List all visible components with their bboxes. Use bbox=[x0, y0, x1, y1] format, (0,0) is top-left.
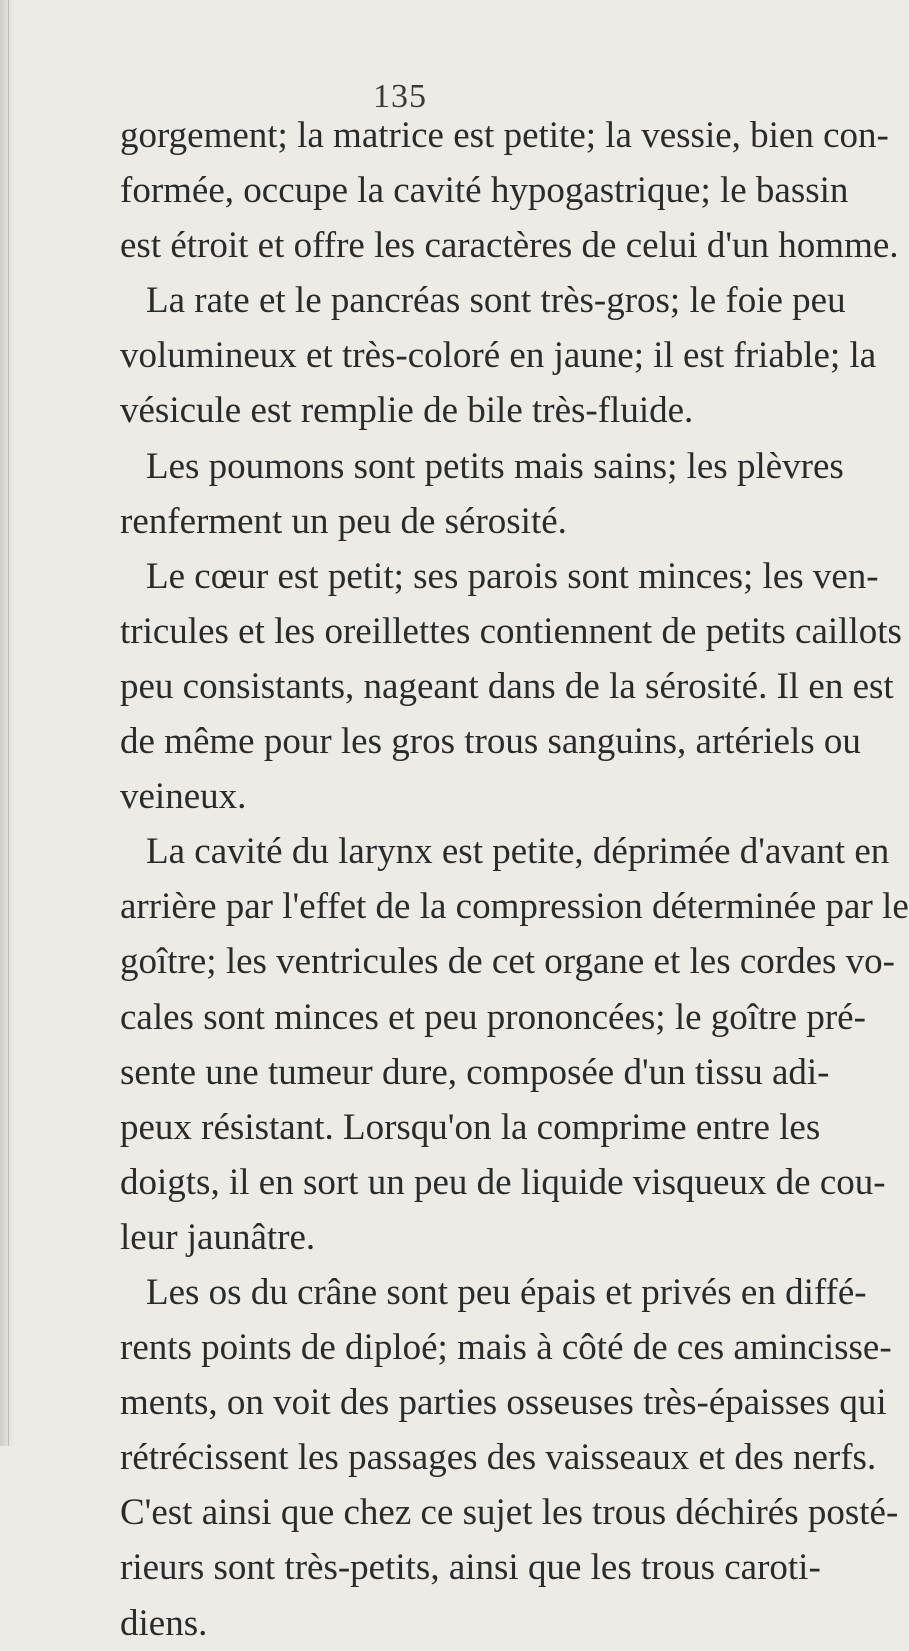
text-line: veineux. bbox=[120, 776, 247, 818]
text-line: goître; les ventricules de cet organe et les cordes vo- bbox=[120, 941, 895, 983]
text-line: de même pour les gros trous sanguins, artériels ou bbox=[120, 721, 861, 763]
text-line: renferment un peu de sérosité. bbox=[120, 500, 567, 542]
text-line: diens. bbox=[120, 1602, 208, 1644]
text-line: tricules et les oreillettes contiennent de petits caillots bbox=[120, 610, 902, 652]
text-line: rents points de diploé; mais à côté de ces amincisse- bbox=[120, 1327, 892, 1369]
text-line: rétrécissent les passages des vaisseaux et des nerfs. bbox=[120, 1437, 877, 1479]
text-line: Les os du crâne sont peu épais et privés en diffé- bbox=[146, 1271, 867, 1313]
text-line: arrière par l'effet de la compression déterminée par le bbox=[120, 886, 909, 928]
text-line: ments, on voit des parties osseuses très-épaisses qui bbox=[120, 1382, 887, 1424]
body-text bbox=[120, 108, 909, 1651]
text-line: est étroit et offre les caractères de celui d'un homme. bbox=[120, 225, 899, 267]
text-line: La rate et le pancréas sont très-gros; le foie peu bbox=[146, 280, 846, 322]
text-line: Les poumons sont petits mais sains; les plèvres bbox=[146, 445, 844, 487]
text-line: gorgement; la matrice est petite; la vessie, bien con- bbox=[120, 115, 889, 156]
text-line: peu consistants, nageant dans de la sérosité. Il en est bbox=[120, 665, 894, 707]
text-line: doigts, il en sort un peu de liquide visqueux de cou- bbox=[120, 1161, 886, 1203]
text-line: sente une tumeur dure, composée d'un tissu adi- bbox=[120, 1051, 830, 1093]
text-line: volumineux et très-coloré en jaune; il est friable; la bbox=[120, 335, 877, 377]
text-line: formée, occupe la cavité hypogastrique; le bassin bbox=[120, 170, 849, 212]
text-line: vésicule est remplie de bile très-fluide. bbox=[120, 390, 694, 432]
text-line: peux résistant. Lorsqu'on la comprime entre les bbox=[120, 1106, 821, 1148]
page-binding-shadow bbox=[0, 0, 14, 1446]
text-line: rieurs sont très-petits, ainsi que les trous caroti- bbox=[120, 1547, 821, 1589]
text-line: La cavité du larynx est petite, déprimée d'avant en bbox=[146, 831, 890, 873]
text-line: Le cœur est petit; ses parois sont minces; les ven- bbox=[146, 555, 879, 597]
page-binding-line bbox=[8, 0, 9, 1446]
text-line: C'est ainsi que chez ce sujet les trous déchirés posté- bbox=[120, 1492, 899, 1534]
text-line: leur jaunâtre. bbox=[120, 1216, 316, 1258]
text-line: cales sont minces et peu prononcées; le goître pré- bbox=[120, 996, 866, 1038]
page-number: 135 bbox=[373, 78, 427, 115]
